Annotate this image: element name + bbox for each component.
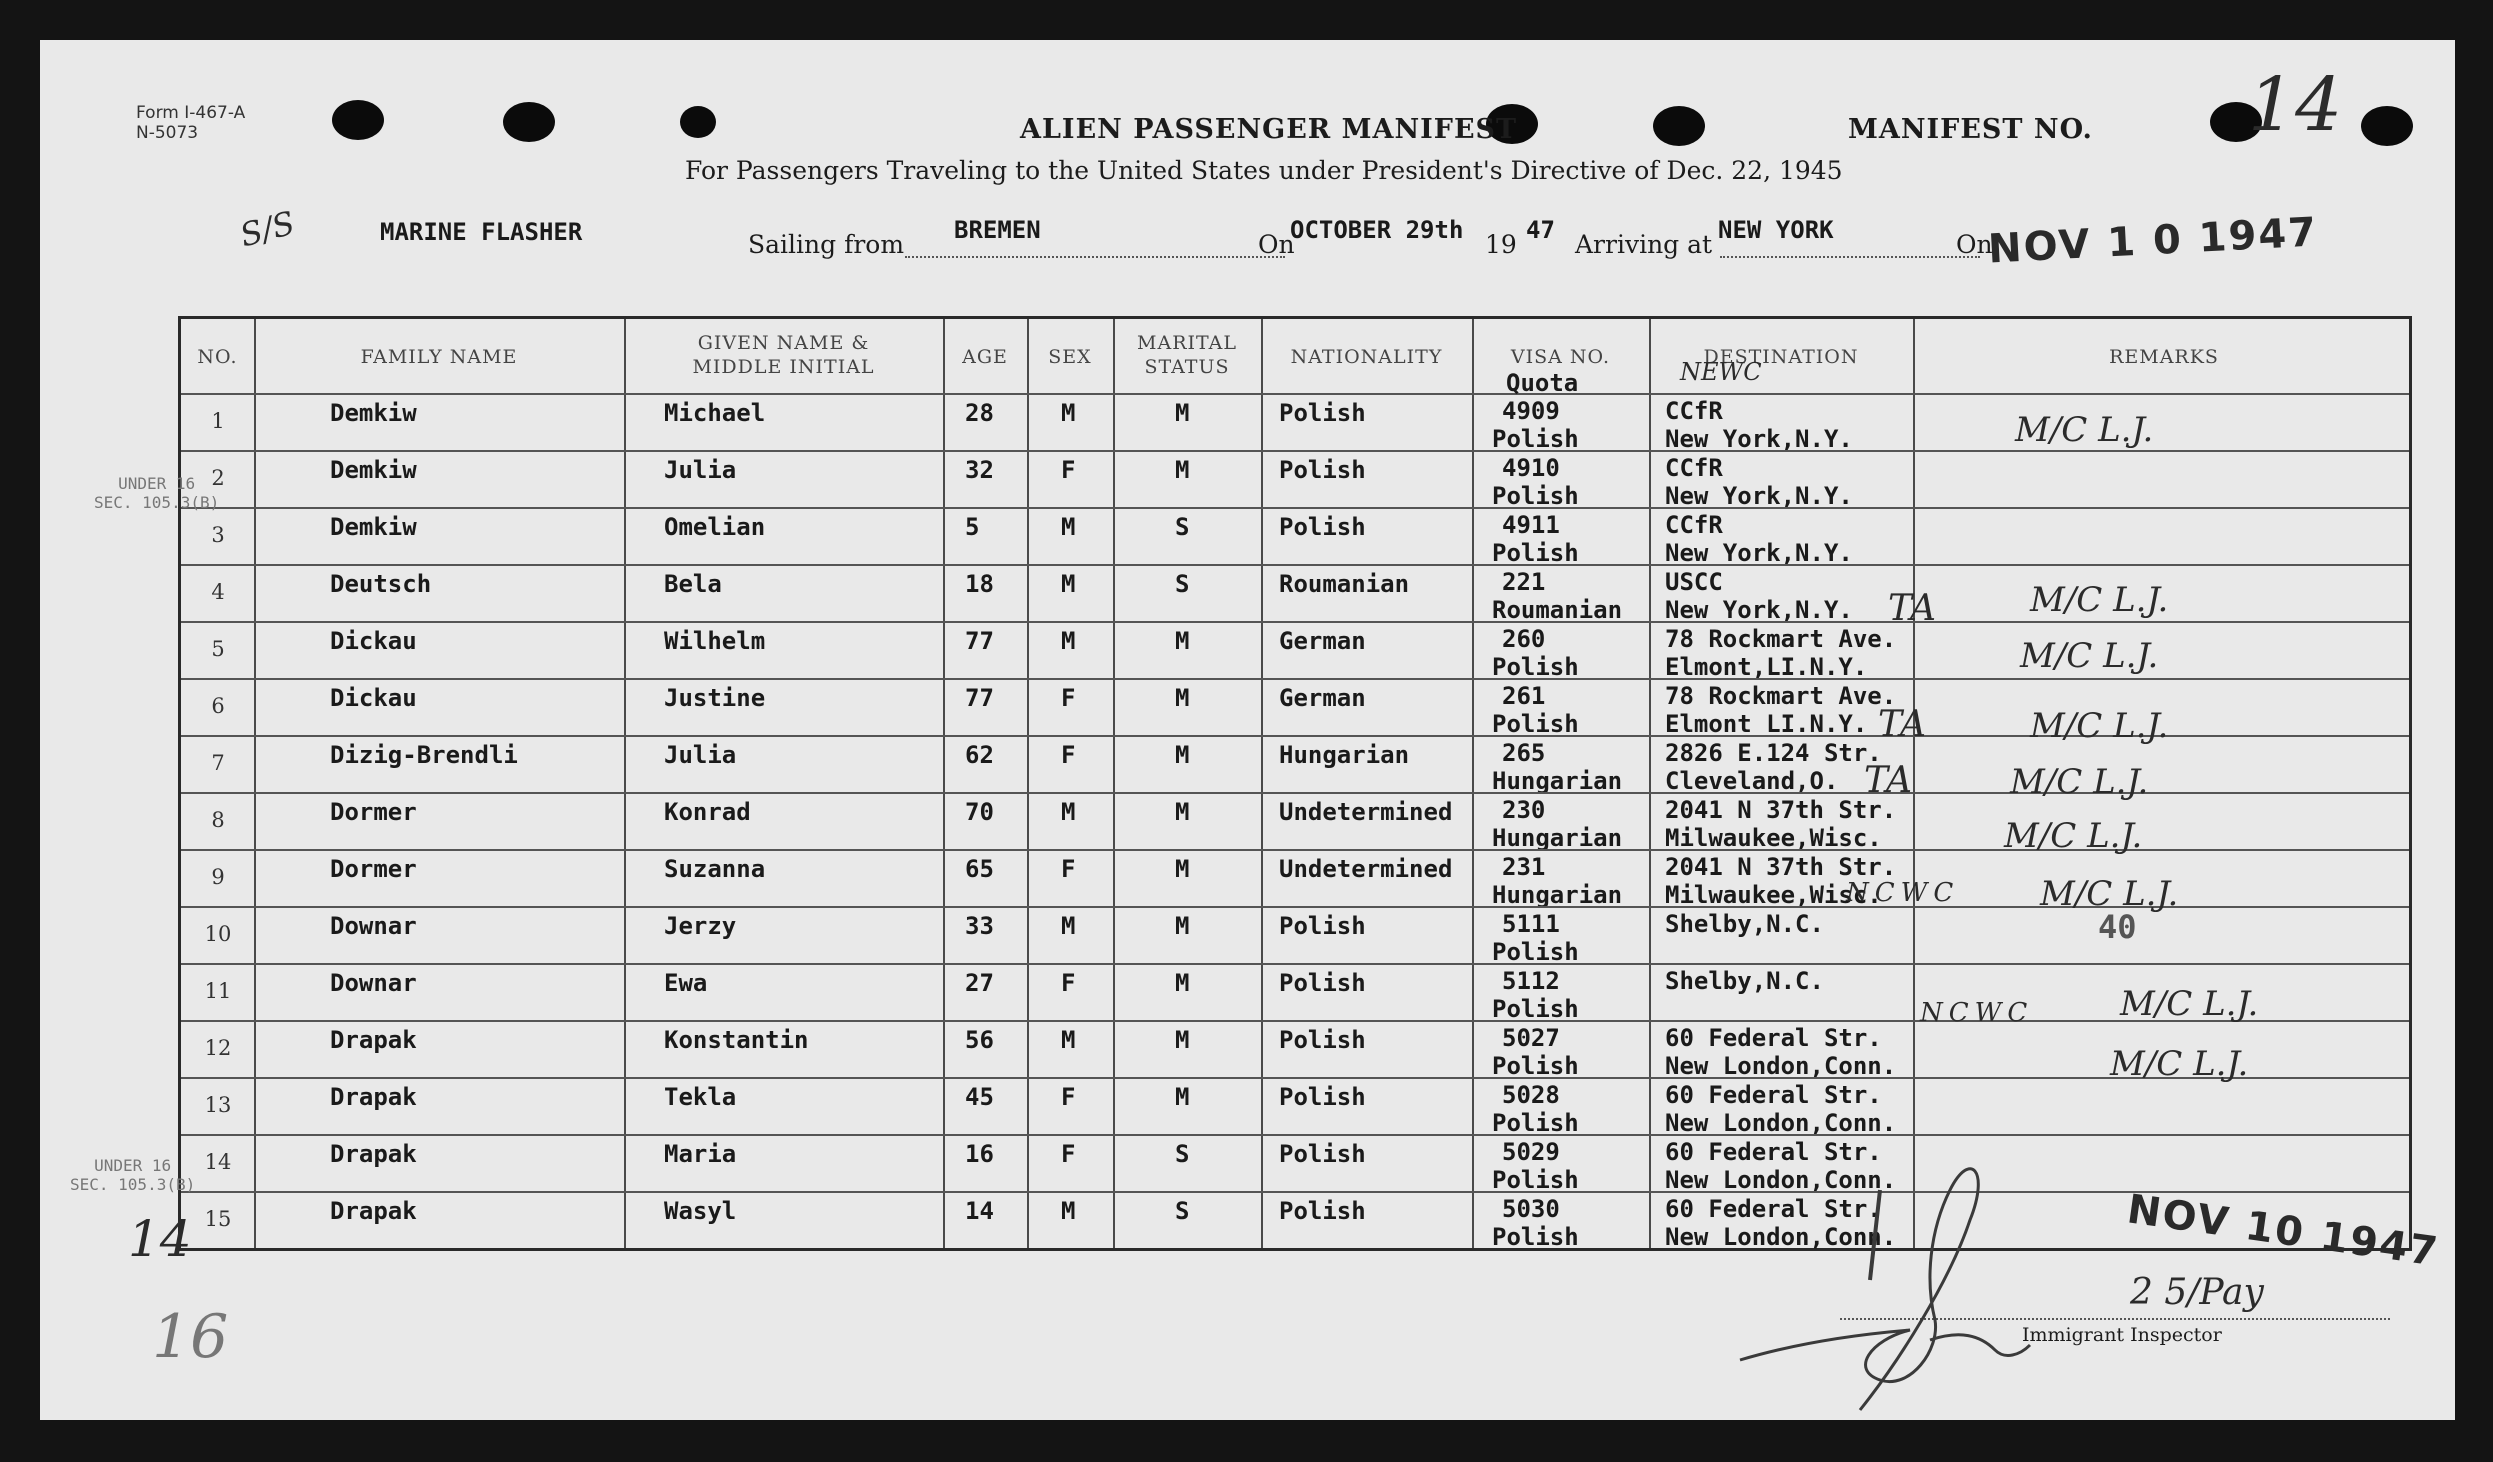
visa-quota-subheader: Quota	[1506, 369, 1579, 397]
destination-line1-cell: CCfR	[1665, 397, 1723, 425]
under16-note: UNDER 16 SEC. 105.3(B)	[94, 474, 220, 512]
given-name-cell: Konstantin	[664, 1026, 809, 1054]
marital-status-cell: M	[1175, 969, 1190, 997]
destination-line2-cell: New London,Conn.	[1665, 1223, 1897, 1251]
remark-mc-lj: M/C L.J.	[2110, 1044, 2249, 1084]
row-number: 14	[204, 1150, 232, 1174]
nationality-cell: Polish	[1279, 912, 1366, 940]
family-name-cell: Dormer	[330, 798, 417, 826]
arrival-on-label: On	[1956, 230, 1993, 259]
arriving-value: NEW YORK	[1718, 216, 1834, 244]
row-number: 1	[211, 409, 225, 433]
marital-status-cell: M	[1175, 798, 1190, 826]
sex-cell: M	[1061, 627, 1076, 655]
visa-quota-cell: Polish	[1492, 938, 1579, 966]
given-name-cell: Suzanna	[664, 855, 766, 883]
remark-ncwc: NCWC	[1846, 878, 1960, 908]
form-code: N-5073	[136, 123, 199, 143]
destination-line1-cell: 60 Federal Str.	[1665, 1138, 1882, 1166]
punch-hole	[680, 106, 716, 138]
given-name-cell: Ewa	[664, 969, 708, 997]
given-name-cell: Konrad	[664, 798, 751, 826]
sex-cell: F	[1061, 969, 1076, 997]
under16-note: UNDER 16 SEC. 105.3(B)	[70, 1156, 196, 1194]
nationality-cell: Polish	[1279, 456, 1366, 484]
remark-mc-lj: M/C L.J.	[2030, 580, 2169, 620]
visa-quota-cell: Polish	[1492, 710, 1579, 738]
given-name-cell: Julia	[664, 741, 737, 769]
destination-line1-cell: Shelby,N.C.	[1665, 967, 1824, 995]
visa-number-cell: 265	[1502, 739, 1546, 767]
visa-number-cell: 4909	[1502, 397, 1560, 425]
visa-number-cell: 5112	[1502, 967, 1560, 995]
marital-status-cell: M	[1175, 912, 1190, 940]
destination-line1-cell: 2041 N 37th Str.	[1665, 853, 1897, 881]
given-name-cell: Julia	[664, 456, 737, 484]
nationality-cell: Polish	[1279, 1026, 1366, 1054]
destination-line2-cell: New York,N.Y.	[1665, 539, 1853, 567]
destination-line1-cell: 78 Rockmart Ave.	[1665, 625, 1897, 653]
remark-mc-lj: M/C L.J.	[2030, 706, 2169, 746]
given-name-cell: Bela	[664, 570, 722, 598]
inspector-label: Immigrant Inspector	[2022, 1324, 2222, 1346]
given-name-cell: Wilhelm	[664, 627, 766, 655]
nationality-cell: Polish	[1279, 513, 1366, 541]
sailing-from-label: Sailing from	[748, 230, 905, 259]
sex-cell: M	[1061, 1026, 1076, 1054]
arriving-label: Arriving at	[1575, 230, 1713, 259]
remark-mc-lj: M/C L.J.	[2004, 816, 2143, 856]
visa-quota-cell: Hungarian	[1492, 824, 1623, 852]
visa-number-cell: 4911	[1502, 511, 1560, 539]
marital-status-cell: M	[1175, 1026, 1190, 1054]
visa-number-cell: 5027	[1502, 1024, 1560, 1052]
col-header-remarks: REMARKS	[2109, 346, 2219, 368]
destination-line1-cell: 60 Federal Str.	[1665, 1024, 1882, 1052]
given-name-cell: Wasyl	[664, 1197, 737, 1225]
manifest-subtitle: For Passengers Traveling to the United States under President's Directive of Dec. 22, 1945	[685, 156, 1843, 185]
destination-line2-cell: Milwaukee,Wisc.	[1665, 881, 1882, 909]
given-name-cell: Jerzy	[664, 912, 737, 940]
destination-line1-cell: CCfR	[1665, 454, 1723, 482]
signature-note: 2 5/Pay	[2130, 1272, 2264, 1313]
visa-number-cell: 5111	[1502, 910, 1560, 938]
visa-number-cell: 261	[1502, 682, 1546, 710]
form-number: Form I-467-A	[136, 103, 246, 123]
manifest-page	[40, 40, 2455, 1420]
family-name-cell: Dormer	[330, 855, 417, 883]
sex-cell: M	[1061, 570, 1076, 598]
family-name-cell: Demkiw	[330, 513, 417, 541]
sex-cell: F	[1061, 684, 1076, 712]
punch-hole	[2361, 106, 2413, 146]
nationality-cell: Polish	[1279, 969, 1366, 997]
sex-cell: F	[1061, 1083, 1076, 1111]
visa-number-cell: 260	[1502, 625, 1546, 653]
family-name-cell: Downar	[330, 969, 417, 997]
manifest-no-label: MANIFEST NO.	[1848, 114, 2093, 145]
visa-quota-cell: Roumanian	[1492, 596, 1623, 624]
family-name-cell: Drapak	[330, 1197, 417, 1225]
marital-status-cell: S	[1175, 513, 1190, 541]
row-number: 11	[204, 979, 232, 1003]
destination-line2-cell: New York,N.Y.	[1665, 596, 1853, 624]
destination-line2-cell: New London,Conn.	[1665, 1052, 1897, 1080]
visa-number-cell: 5029	[1502, 1138, 1560, 1166]
family-name-cell: Demkiw	[330, 456, 417, 484]
row-number: 6	[211, 694, 225, 718]
remark-mc-lj: M/C L.J.	[2010, 762, 2149, 802]
visa-number-cell: 221	[1502, 568, 1546, 596]
destination-line2-cell: Elmont LI.N.Y.	[1665, 710, 1868, 738]
given-name-cell: Maria	[664, 1140, 737, 1168]
family-name-cell: Dickau	[330, 627, 417, 655]
vessel-name: MARINE FLASHER	[380, 218, 583, 246]
marital-status-cell: M	[1175, 399, 1190, 427]
age-cell: 77	[965, 684, 994, 712]
given-name-cell: Michael	[664, 399, 766, 427]
age-cell: 70	[965, 798, 994, 826]
destination-line2-cell: Elmont,LI.N.Y.	[1665, 653, 1868, 681]
visa-number-cell: 231	[1502, 853, 1546, 881]
manifest-title: ALIEN PASSENGER MANIFEST	[1020, 114, 1518, 145]
row-number: 2	[211, 466, 225, 490]
nationality-cell: German	[1279, 627, 1366, 655]
remark-mc-lj: M/C L.J.	[2015, 410, 2154, 450]
visa-number-cell: 5028	[1502, 1081, 1560, 1109]
remark-ta: TA	[1878, 704, 1927, 745]
age-cell: 77	[965, 627, 994, 655]
marital-status-cell: M	[1175, 627, 1190, 655]
col-header-no: NO.	[197, 346, 238, 368]
remark-ta: TA	[1888, 588, 1937, 629]
row-number: 4	[211, 580, 225, 604]
visa-quota-cell: Polish	[1492, 425, 1579, 453]
sex-cell: M	[1061, 513, 1076, 541]
passenger-count-hand: 14	[128, 1210, 192, 1268]
destination-line1-cell: CCfR	[1665, 511, 1723, 539]
destination-line1-cell: 2041 N 37th Str.	[1665, 796, 1897, 824]
row-number: 3	[211, 523, 225, 547]
destination-line1-cell: 2826 E.124 Str.	[1665, 739, 1882, 767]
marital-status-cell: S	[1175, 1197, 1190, 1225]
nationality-cell: Undetermined	[1279, 798, 1453, 826]
age-cell: 28	[965, 399, 994, 427]
row-number: 15	[204, 1207, 232, 1231]
age-cell: 14	[965, 1197, 994, 1225]
destination-line2-cell: New York,N.Y.	[1665, 482, 1853, 510]
nationality-cell: Hungarian	[1279, 741, 1410, 769]
family-name-cell: Deutsch	[330, 570, 432, 598]
age-cell: 5	[965, 513, 980, 541]
sailing-from-line	[905, 256, 1285, 258]
visa-number-cell: 5030	[1502, 1195, 1560, 1223]
remark-ta: TA	[1864, 760, 1913, 801]
year-suffix: 47	[1526, 216, 1555, 244]
destination-line2-cell: Cleveland,O.	[1665, 767, 1839, 795]
given-name-cell: Tekla	[664, 1083, 737, 1111]
given-name-cell: Omelian	[664, 513, 766, 541]
visa-quota-cell: Hungarian	[1492, 767, 1623, 795]
punch-hole	[503, 102, 555, 142]
punch-hole	[332, 100, 384, 140]
manifest-no-hand: 14	[2248, 62, 2343, 148]
age-cell: 56	[965, 1026, 994, 1054]
visa-quota-cell: Polish	[1492, 1052, 1579, 1080]
marital-status-cell: M	[1175, 456, 1190, 484]
bottom-hand-note: 16	[152, 1302, 229, 1372]
sailing-from-value: BREMEN	[954, 216, 1041, 244]
visa-quota-cell: Polish	[1492, 482, 1579, 510]
remark-mc-lj: M/C L.J.	[2020, 636, 2159, 676]
col-header-sex: SEX	[1048, 346, 1092, 368]
visa-quota-cell: Polish	[1492, 1223, 1579, 1251]
visa-quota-cell: Polish	[1492, 539, 1579, 567]
destination-line1-cell: 60 Federal Str.	[1665, 1081, 1882, 1109]
destination-line2-cell: New London,Conn.	[1665, 1109, 1897, 1137]
family-name-cell: Demkiw	[330, 399, 417, 427]
age-cell: 65	[965, 855, 994, 883]
arriving-line	[1720, 256, 1980, 258]
remark-mc-lj: M/C L.J.	[2040, 874, 2179, 914]
family-name-cell: Dizig-Brendli	[330, 741, 518, 769]
col-header-nationality: NATIONALITY	[1290, 346, 1443, 368]
destination-line2-cell: New London,Conn.	[1665, 1166, 1897, 1194]
visa-number-cell: 230	[1502, 796, 1546, 824]
nationality-cell: Polish	[1279, 399, 1366, 427]
row-number: 8	[211, 808, 225, 832]
family-name-cell: Dickau	[330, 684, 417, 712]
age-cell: 32	[965, 456, 994, 484]
marital-status-cell: M	[1175, 741, 1190, 769]
age-cell: 16	[965, 1140, 994, 1168]
destination-line1-cell: USCC	[1665, 568, 1723, 596]
age-cell: 33	[965, 912, 994, 940]
sex-cell: F	[1061, 456, 1076, 484]
nationality-cell: German	[1279, 684, 1366, 712]
visa-quota-cell: Polish	[1492, 995, 1579, 1023]
row-number: 12	[204, 1036, 232, 1060]
col-header-destination: DESTINATION	[1703, 346, 1859, 368]
marital-status-cell: S	[1175, 570, 1190, 598]
sex-cell: M	[1061, 1197, 1076, 1225]
remark-40: 40	[2098, 908, 2137, 946]
row-number: 13	[204, 1093, 232, 1117]
remark-ncwc: NCWC	[1920, 998, 2034, 1028]
age-cell: 18	[965, 570, 994, 598]
sex-cell: M	[1061, 399, 1076, 427]
marital-status-cell: M	[1175, 684, 1190, 712]
nationality-cell: Polish	[1279, 1197, 1366, 1225]
nationality-cell: Undetermined	[1279, 855, 1453, 883]
family-name-cell: Drapak	[330, 1083, 417, 1111]
inspector-signature	[1730, 1130, 2090, 1430]
sailing-on-label: On	[1258, 230, 1295, 259]
col-header-age: AGE	[962, 346, 1008, 368]
col-header-family-name: FAMILY NAME	[360, 346, 518, 368]
col-header-given-name: GIVEN NAME & MIDDLE INITIAL	[692, 332, 875, 378]
row-number: 5	[211, 637, 225, 661]
destination-line2-cell: Milwaukee,Wisc.	[1665, 824, 1882, 852]
sex-cell: M	[1061, 798, 1076, 826]
visa-quota-cell: Polish	[1492, 1109, 1579, 1137]
visa-quota-cell: Polish	[1492, 653, 1579, 681]
nationality-cell: Polish	[1279, 1083, 1366, 1111]
remark-mc-lj: M/C L.J.	[2120, 984, 2259, 1024]
family-name-cell: Drapak	[330, 1140, 417, 1168]
marital-status-cell: M	[1175, 1083, 1190, 1111]
sex-cell: F	[1061, 1140, 1076, 1168]
destination-line2-cell: New York,N.Y.	[1665, 425, 1853, 453]
nationality-cell: Roumanian	[1279, 570, 1410, 598]
row-number: 9	[211, 865, 225, 889]
row-number: 10	[204, 922, 232, 946]
inspection-date-stamp: NOV 10 1947	[2124, 1186, 2442, 1276]
age-cell: 27	[965, 969, 994, 997]
marital-status-cell: M	[1175, 855, 1190, 883]
visa-quota-cell: Hungarian	[1492, 881, 1623, 909]
marital-status-cell: S	[1175, 1140, 1190, 1168]
sex-cell: F	[1061, 741, 1076, 769]
sex-cell: M	[1061, 912, 1076, 940]
remark-newc: NEWC	[1680, 358, 1762, 386]
visa-number-cell: 4910	[1502, 454, 1560, 482]
destination-line1-cell: Shelby,N.C.	[1665, 910, 1824, 938]
vessel-prefix: S/S	[236, 203, 299, 255]
destination-line1-cell: 78 Rockmart Ave.	[1665, 682, 1897, 710]
family-name-cell: Downar	[330, 912, 417, 940]
sailing-date: OCTOBER 29th	[1290, 216, 1464, 244]
age-cell: 45	[965, 1083, 994, 1111]
visa-quota-cell: Polish	[1492, 1166, 1579, 1194]
col-header-visa: VISA NO.	[1510, 346, 1611, 368]
sex-cell: F	[1061, 855, 1076, 883]
given-name-cell: Justine	[664, 684, 766, 712]
age-cell: 62	[965, 741, 994, 769]
col-header-marital: MARITAL STATUS	[1137, 332, 1237, 378]
destination-line1-cell: 60 Federal Str.	[1665, 1195, 1882, 1223]
year-prefix: 19	[1485, 230, 1517, 259]
nationality-cell: Polish	[1279, 1140, 1366, 1168]
arrival-date-stamp: NOV 1 0 1947	[1987, 209, 2320, 273]
family-name-cell: Drapak	[330, 1026, 417, 1054]
punch-hole	[1653, 106, 1705, 146]
row-number: 7	[211, 751, 225, 775]
